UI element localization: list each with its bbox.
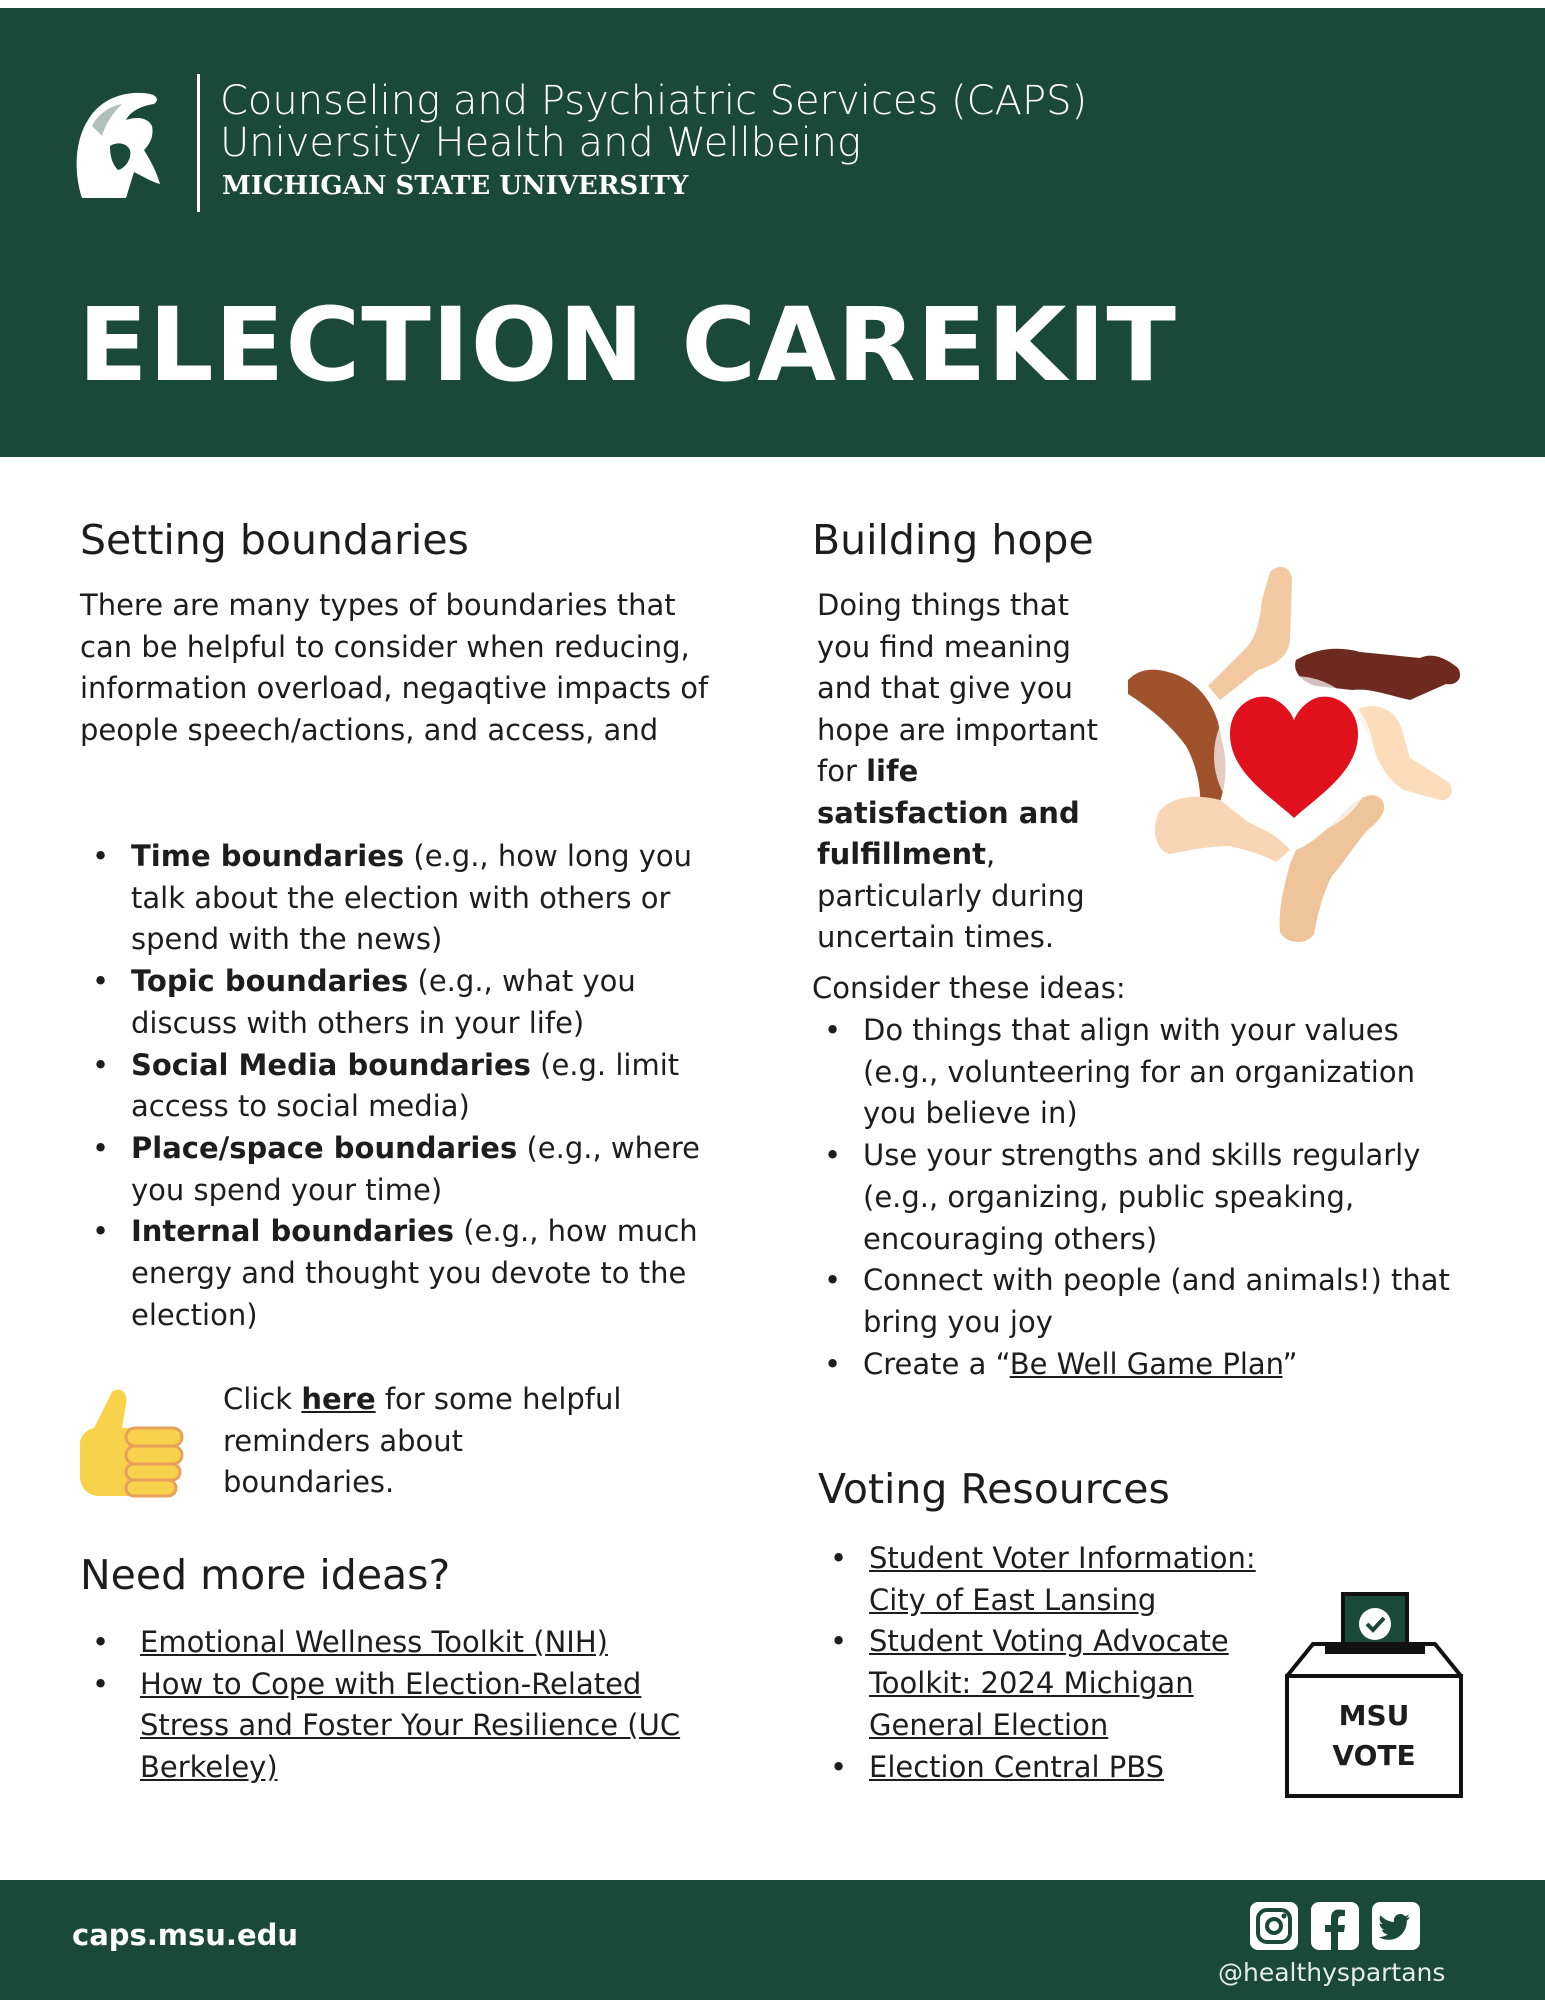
list-item [818,1621,1288,1746]
list-item [80,1622,720,1664]
university-name: MICHIGAN STATE UNIVERSITY [222,171,689,201]
voting-advocate-toolkit-link[interactable]: Student Voting Advocate Toolkit: 2024 Michigan General Election [869,1624,1229,1742]
list-item: • Social Media boundaries (e.g. limit access to social media) [80,1045,720,1128]
hope-ideas-list [812,1010,1462,1385]
here-link[interactable]: here [301,1382,376,1416]
boundaries-heading: Setting boundaries [80,516,469,564]
footer [0,1880,1545,2000]
list-item: • Do things that align with your values (e.g., volunteering for an organization you believe in) [812,1010,1462,1135]
nih-toolkit-link[interactable]: Emotional Wellness Toolkit (NIH) [140,1625,608,1659]
list-item: • Connect with people (and animals!) that bring you joy [812,1260,1462,1343]
footer-url[interactable]: caps.msu.edu [72,1918,299,1952]
list-item [80,1664,720,1789]
more-ideas-heading: Need more ideas? [80,1551,451,1599]
header-divider [197,74,200,212]
list-item [818,1747,1288,1789]
ballot-box-label: MSU VOTE [1332,1699,1416,1772]
org-name-line1: Counseling and Psychiatric Services (CAPS) [220,78,1088,124]
header-banner [0,8,1545,457]
spartan-helmet-icon [68,86,168,204]
instagram-icon[interactable] [1250,1902,1298,1950]
voting-heading: Voting Resources [818,1465,1170,1513]
more-ideas-list [80,1622,720,1789]
page-title: ELECTION CAREKIT [78,286,1177,405]
election-central-pbs-link[interactable]: Election Central PBS [869,1749,1165,1784]
boundaries-reminder: Click here for some helpful reminders about boundaries. [223,1382,622,1499]
list-item [818,1538,1288,1621]
list-item: • Internal boundaries (e.g., how much energy and thought you devote to the election) [80,1211,720,1336]
consider-label: Consider these ideas: [812,971,1126,1005]
hands-heart-icon [1120,560,1470,945]
list-item: • Create a “Be Well Game Plan” [812,1344,1462,1386]
be-well-game-plan-link[interactable]: Be Well Game Plan [1009,1346,1283,1381]
berkeley-stress-link[interactable]: How to Cope with Election-Related Stress and Foster Your Resilience (UC Berkeley) [140,1666,681,1785]
east-lansing-voter-link[interactable]: Student Voter Information: City of East Lansing [869,1541,1256,1617]
boundaries-list [80,836,720,1336]
twitter-icon[interactable] [1372,1902,1420,1950]
list-item: • Place/space boundaries (e.g., where you spend your time) [80,1128,720,1211]
social-handle: @healthyspartans [1218,1958,1446,1987]
ballot-box-icon [1283,1590,1465,1800]
org-name-line2: University Health and Wellbeing [220,120,862,166]
list-item: • Topic boundaries (e.g., what you discuss with others in your life) [80,961,720,1044]
list-item: • Use your strengths and skills regularly (e.g., organizing, public speaking, encouraging others) [812,1135,1462,1260]
voting-list [818,1538,1288,1788]
facebook-icon[interactable] [1311,1902,1359,1950]
boundaries-intro: There are many types of boundaries that can be helpful to consider when reducing, information overload, negaqtive impacts of people speech/actions, and access, and [80,588,709,747]
hope-heading: Building hope [812,516,1094,564]
hope-text: Doing things that you find meaning and that give you hope are important for life satisfaction and fulfillment, particularly during uncertain times. [817,588,1098,954]
list-item: • Time boundaries (e.g., how long you talk about the election with others or spend with the news) [80,836,720,961]
thumbs-up-icon [78,1384,188,1504]
